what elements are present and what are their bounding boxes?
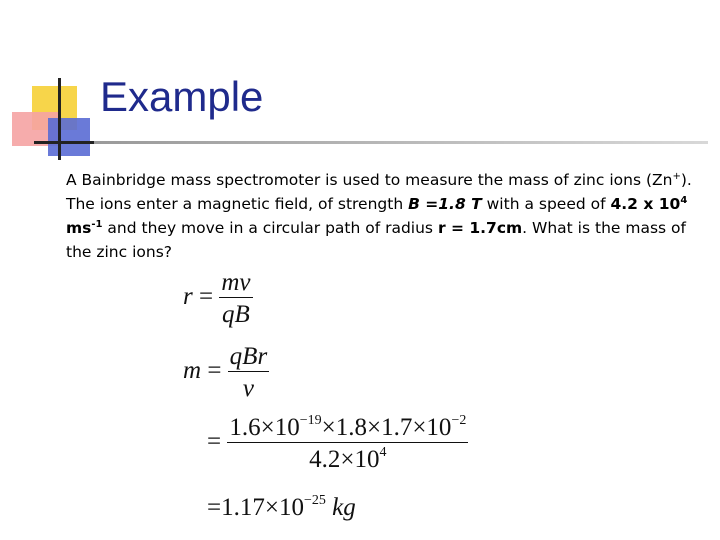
eq4-mantissa: 1.17×10 [221,494,304,521]
eq2-equals: = [207,357,222,385]
title-underline [94,141,708,144]
equation-substitution [207,415,468,472]
speed-value: 4.2 x 10 [610,195,681,213]
logo-horizontal-line [34,141,94,144]
equation-result [207,495,356,520]
eq3-numerator [227,415,468,442]
eq3-equals: = [207,428,222,456]
eq3-num-rest: ×1.8×1.7×10 [321,414,452,441]
eq4-equals: = [207,494,222,521]
problem-text-5: . What is the mass of the zinc ions? [66,219,686,261]
eq2-numerator: qBr [229,343,268,370]
eq4-exponent: −25 [303,493,326,508]
eq3-den-speed-exp: 4 [379,445,387,460]
eq1-numerator: mv [221,269,251,296]
problem-statement [66,168,706,264]
speed-exponent: 4 [680,195,688,206]
problem-text-2: ). The ions enter a magnetic field, of strength [66,171,692,213]
logo-vertical-line [58,78,61,160]
eq1-fraction [219,270,252,327]
eq3-num-rest-exp: −2 [451,413,467,428]
eq3-den-speed: 4.2×10 [309,446,380,473]
problem-text-1: A Bainbridge mass spectromoter is used to measure the mass of zinc ions (Zn [66,171,673,189]
problem-text-4: and they move in a circular path of radius [102,219,438,237]
problem-text-3: with a speed of [481,195,611,213]
magnetic-field-value: B =1.8 T [408,195,482,213]
slide-title: Example [100,73,264,120]
eq3-num-charge: 1.6×10 [229,414,300,441]
speed-unit: ms [66,219,92,237]
equation-mass [183,344,269,401]
eq4-unit: kg [332,494,356,521]
eq3-fraction [227,415,468,472]
zinc-charge: + [672,171,681,182]
eq1-denominator: qB [219,297,252,327]
eq3-num-charge-exp: −19 [299,413,322,428]
radius-value: r = 1.7cm [437,219,523,237]
speed-unit-exponent: -1 [91,219,103,230]
logo-blue-square [48,118,90,156]
eq1-equals: = [198,283,214,311]
eq2-denominator: v [228,371,270,401]
eq1-lhs: r [183,283,193,311]
eq2-fraction [228,344,270,401]
equation-radius [183,270,253,327]
eq2-lhs: m [183,357,202,385]
eq3-denominator [227,442,468,472]
